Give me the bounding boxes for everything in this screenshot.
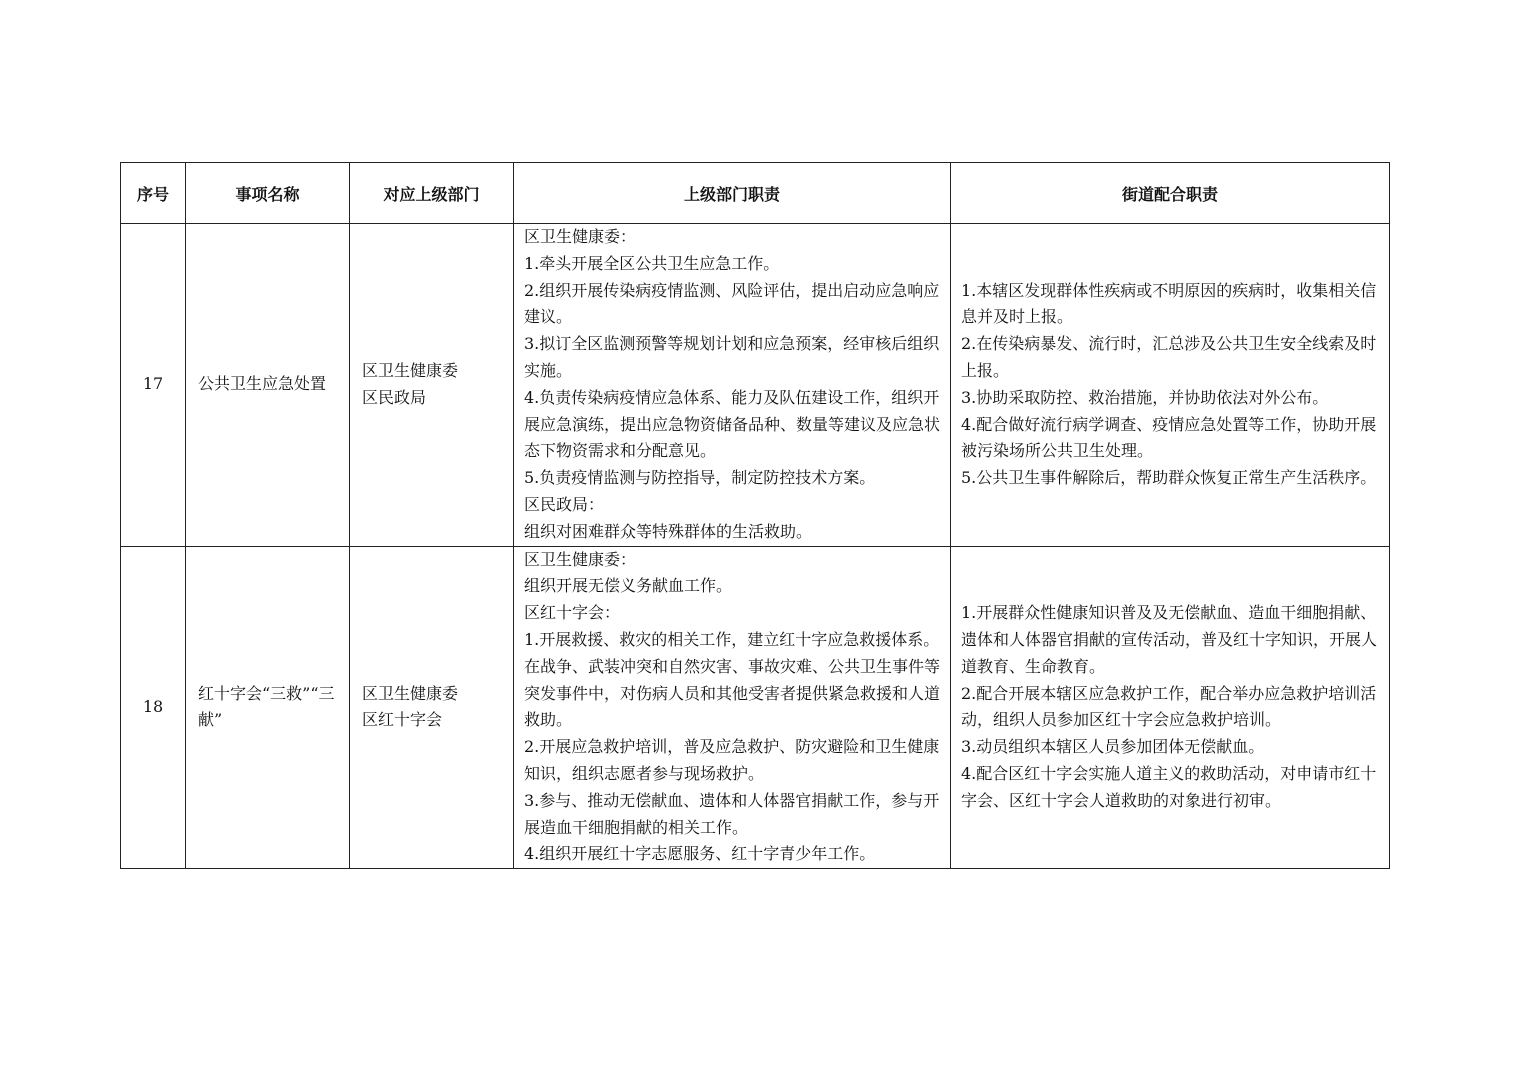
upper-duty-line: 1.开展救援、救灾的相关工作，建立红十字应急救援体系。在战争、武装冲突和自然灾害、事故灾难、公共卫生事件等突发事件中，对伤病人员和其他受害者提供紧急救援和人道救助。: [524, 629, 941, 730]
department-line: 区红十字会: [362, 710, 443, 730]
header-no: 序号: [121, 163, 186, 224]
upper-duty-line: 5.负责疫情监测与防控指导，制定防控技术方案。: [524, 468, 876, 488]
header-item-name: 事项名称: [186, 163, 350, 224]
street-duty-line: 4.配合区红十字会实施人道主义的救助活动，对申请市红十字会、区红十字会人道救助的对象进行初审。: [961, 763, 1377, 810]
department-cell: [350, 546, 514, 869]
document-page: [120, 162, 1389, 869]
upper-duties-cell: [514, 546, 951, 869]
street-duty-line: 1.本辖区发现群体性疾病或不明原因的疾病时，收集相关信息并及时上报。: [961, 280, 1377, 327]
upper-duty-line: 区卫生健康委：: [524, 549, 637, 569]
upper-duty-line: 组织对困难群众等特殊群体的生活救助。: [524, 521, 813, 541]
upper-duty-line: 4.负责传染病疫情应急体系、能力及队伍建设工作，组织开展应急演练，提出应急物资储备品种、数量等建议及应急状态下物资需求和分配意见。: [524, 387, 941, 461]
upper-duty-line: 2.组织开展传染病疫情监测、风险评估，提出启动应急响应建议。: [524, 280, 940, 327]
upper-duty-line: 4.组织开展红十字志愿服务、红十字青少年工作。: [524, 844, 876, 864]
table-row: [121, 224, 1390, 547]
upper-duty-line: 区民政局：: [524, 494, 605, 514]
header-street-duties: 街道配合职责: [951, 163, 1390, 224]
table-header-row: [121, 163, 1390, 224]
street-duty-line: 3.协助采取防控、救治措施，并协助依法对外公布。: [961, 387, 1329, 407]
street-duty-line: 2.配合开展本辖区应急救护工作，配合举办应急救护培训活动，组织人员参加区红十字会应急救护培训。: [961, 683, 1377, 730]
upper-duty-line: 1.牵头开展全区公共卫生应急工作。: [524, 253, 780, 273]
department-cell: [350, 224, 514, 547]
header-upper-duties: 上级部门职责: [514, 163, 951, 224]
upper-duty-line: 2.开展应急救护培训，普及应急救护、防灾避险和卫生健康知识，组织志愿者参与现场救护。: [524, 737, 940, 783]
item-name: 公共卫生应急处置: [186, 224, 350, 547]
upper-duty-line: 组织开展无偿义务献血工作。: [524, 576, 733, 596]
street-duty-line: 3.动员组织本辖区人员参加团体无偿献血。: [961, 737, 1265, 757]
row-number: 17: [121, 224, 186, 547]
header-department: 对应上级部门: [350, 163, 514, 224]
upper-duties-cell: [514, 224, 951, 547]
street-duty-line: 4.配合做好流行病学调查、疫情应急处置等工作，协助开展被污染场所公共卫生处理。: [961, 414, 1377, 461]
street-duties-cell: [951, 546, 1390, 869]
duty-table: [120, 162, 1390, 869]
street-duties-cell: [951, 224, 1390, 547]
upper-duty-line: 区红十字会：: [524, 603, 621, 623]
street-duty-line: 5.公共卫生事件解除后，帮助群众恢复正常生产生活秩序。: [961, 468, 1377, 488]
item-name: 红十字会“三救”“三献”: [186, 546, 350, 869]
street-duty-line: 2.在传染病暴发、流行时，汇总涉及公共卫生安全线索及时上报。: [961, 334, 1377, 380]
upper-duty-line: 3.参与、推动无偿献血、遗体和人体器官捐献工作，参与开展造血干细胞捐献的相关工作。: [524, 790, 940, 837]
street-duty-line: 1.开展群众性健康知识普及及无偿献血、造血干细胞捐献、遗体和人体器官捐献的宣传活动，普及红十字知识，开展人道教育、生命教育。: [961, 603, 1378, 676]
table-row: [121, 546, 1390, 869]
department-line: 区民政局: [362, 387, 427, 407]
row-number: 18: [121, 546, 186, 869]
upper-duty-line: 区卫生健康委：: [524, 227, 637, 246]
department-line: 区卫生健康委: [362, 683, 459, 703]
upper-duty-line: 3.拟订全区监测预警等规划计划和应急预案，经审核后组织实施。: [524, 334, 940, 380]
department-line: 区卫生健康委: [362, 360, 459, 380]
